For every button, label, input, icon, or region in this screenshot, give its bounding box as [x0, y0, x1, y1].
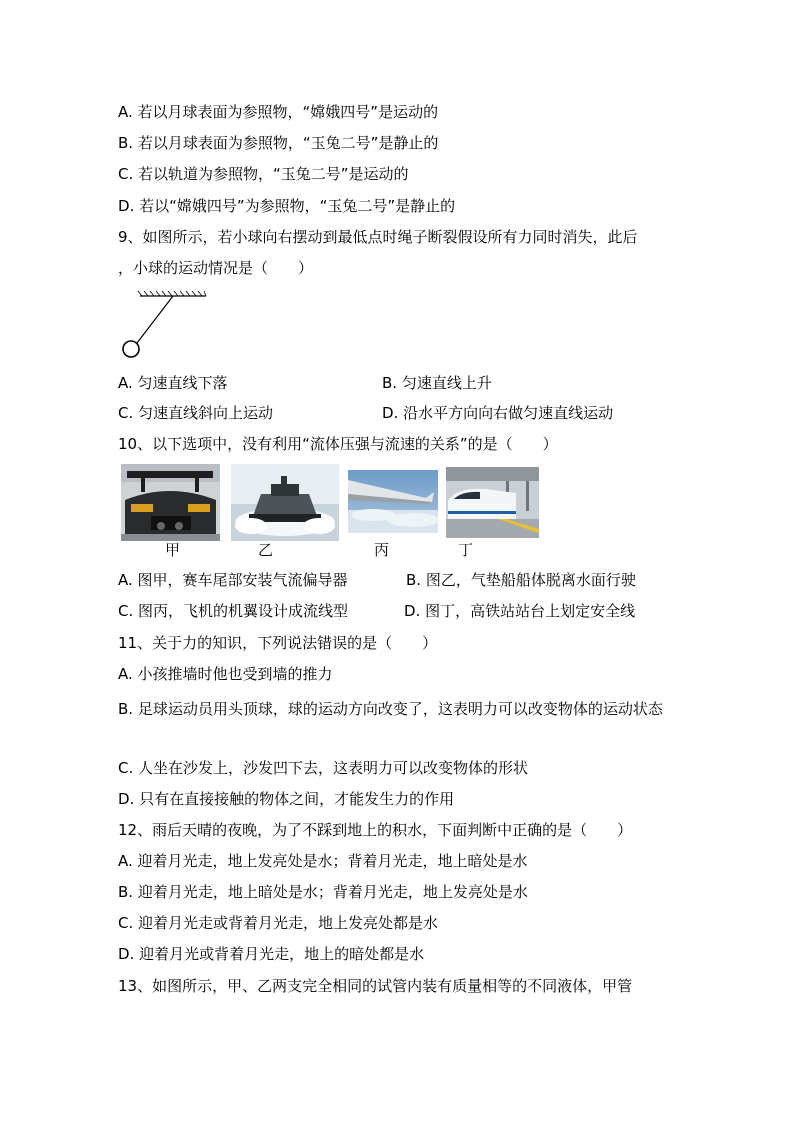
q9-option-b: B. 匀速直线上升 — [382, 374, 492, 392]
q10-option-c: C. 图丙，飞机的机翼设计成流线型 — [118, 602, 349, 620]
q9-option-c: C. 匀速直线斜向上运动 — [118, 404, 274, 422]
caption-yi: 乙 — [258, 541, 274, 559]
q9-option-a: A. 匀速直线下落 — [118, 374, 228, 392]
q9-option-d: D. 沿水平方向向右做匀速直线运动 — [382, 404, 614, 422]
q10-option-d: D. 图丁，高铁站站台上划定安全线 — [404, 602, 636, 620]
photo-race-car — [121, 464, 220, 541]
photo-airplane-wing — [348, 470, 438, 533]
q11-option-c: C. 人坐在沙发上，沙发凹下去，这表明力可以改变物体的形状 — [118, 759, 529, 777]
q8-option-b: B. 若以月球表面为参照物，“玉兔二号”是静止的 — [118, 134, 439, 152]
q12-option-a: A. 迎着月光走，地上发亮处是水；背着月光走，地上暗处是水 — [118, 852, 528, 870]
q8-option-d: D. 若以“嫦娥四号”为参照物，“玉兔二号”是静止的 — [118, 197, 456, 215]
pendulum-ball — [123, 341, 139, 357]
q8-option-a: A. 若以月球表面为参照物，“嫦娥四号”是运动的 — [118, 103, 439, 121]
q10-option-a: A. 图甲，赛车尾部安装气流偏导器 — [118, 571, 348, 589]
pendulum-figure — [118, 288, 218, 363]
q11-option-b: B. 足球运动员用头顶球，球的运动方向改变了，这表明力可以改变物体的运动状态 — [118, 700, 663, 718]
pendulum-string — [137, 296, 173, 343]
q10-stem: 10、以下选项中，没有利用“流体压强与流速的关系”的是（ ） — [118, 435, 558, 453]
photo-hovercraft — [231, 464, 339, 541]
caption-bing: 丙 — [374, 541, 390, 559]
q12-option-c: C. 迎着月光走或背着月光走，地上发亮处都是水 — [118, 914, 439, 932]
caption-jia: 甲 — [165, 541, 181, 559]
q9-stem-line1: 9、如图所示，若小球向右摆动到最低点时绳子断裂假设所有力同时消失，此后 — [118, 228, 638, 246]
caption-ding: 丁 — [458, 541, 474, 559]
photo-high-speed-train — [446, 467, 539, 538]
q13-stem-line1: 13、如图所示，甲、乙两支完全相同的试管内装有质量相等的不同液体，甲管 — [118, 977, 633, 995]
q12-stem: 12、雨后天晴的夜晚，为了不踩到地上的积水，下面判断中正确的是（ ） — [118, 821, 633, 839]
q12-option-b: B. 迎着月光走，地上暗处是水；背着月光走，地上发亮处是水 — [118, 883, 528, 901]
q11-option-a: A. 小孩推墙时他也受到墙的推力 — [118, 665, 333, 683]
q11-stem: 11、关于力的知识，下列说法错误的是（ ） — [118, 634, 438, 652]
q10-option-b: B. 图乙，气垫船船体脱离水面行驶 — [406, 571, 636, 589]
q12-option-d: D. 迎着月光或背着月光走，地上的暗处都是水 — [118, 945, 425, 963]
q11-option-d: D. 只有在直接接触的物体之间，才能发生力的作用 — [118, 790, 455, 808]
q9-stem-line2: ，小球的运动情况是（ ） — [118, 259, 314, 277]
q8-option-c: C. 若以轨道为参照物，“玉兔二号”是运动的 — [118, 165, 409, 183]
